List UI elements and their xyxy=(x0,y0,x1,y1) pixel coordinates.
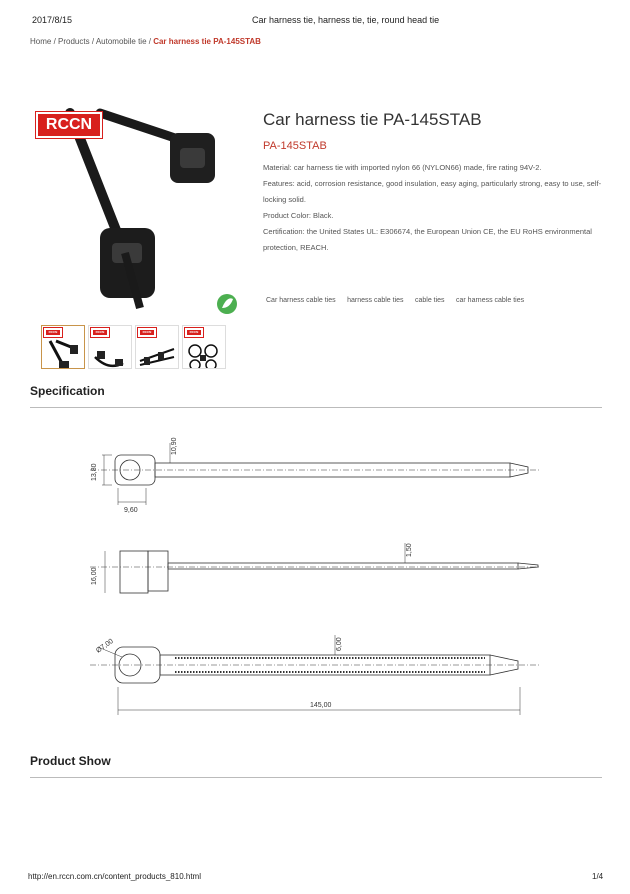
dim-label: 9,60 xyxy=(124,507,138,514)
tag-link[interactable]: car harness cable ties xyxy=(456,297,525,304)
product-title: Car harness tie PA-145STAB xyxy=(263,110,482,129)
breadcrumb-sep: / xyxy=(89,37,96,46)
product-show-heading: Product Show xyxy=(30,754,111,768)
dim-label: 145,00 xyxy=(310,702,332,709)
product-thumb-4[interactable]: RCCN xyxy=(182,325,226,369)
tag-link[interactable]: cable ties xyxy=(414,297,445,304)
dim-label: 10,90 xyxy=(171,437,178,455)
product-model: PA-145STAB xyxy=(263,140,327,152)
tag-link[interactable]: harness cable ties xyxy=(347,297,404,304)
breadcrumb-sep: / xyxy=(51,37,59,46)
certification-text: Certification: the United States UL: E306674, the European Union CE, the EU RoHS environmental protection, REACH. xyxy=(263,227,592,252)
product-thumb-1[interactable]: RCCN xyxy=(41,325,85,369)
page-number: 1/4 xyxy=(592,872,604,881)
material-text: Material: car harness tie with imported nylon 66 (NYLON66) made, fire rating 94V-2. xyxy=(263,163,542,172)
dim-label: Ø7,00 xyxy=(95,637,115,655)
print-date: 2017/8/15 xyxy=(32,15,73,25)
breadcrumb xyxy=(30,37,261,46)
product-thumb-2[interactable]: RCCN xyxy=(88,325,132,369)
dim-label: 1,50 xyxy=(406,543,413,557)
technical-drawing xyxy=(80,425,550,725)
breadcrumb-sep: / xyxy=(146,37,154,46)
dim-label: 13,80 xyxy=(91,463,98,481)
breadcrumb-home[interactable]: Home xyxy=(30,37,52,46)
features-text: Features: acid, corrosion resistance, good insulation, easy aging, particularly strong, easy to use, self-locking solid. xyxy=(263,179,602,204)
rccn-logo: RCCN xyxy=(36,112,102,138)
breadcrumb-current: Car harness tie PA-145STAB xyxy=(153,37,261,46)
product-description xyxy=(263,160,603,256)
page-url: http://en.rccn.com.cn/content_products_810.html xyxy=(28,872,201,881)
breadcrumb-products[interactable]: Products xyxy=(58,37,90,46)
specification-heading: Specification xyxy=(30,384,105,398)
print-page-title: Car harness tie, harness tie, tie, round head tie xyxy=(252,15,440,25)
color-text: Product Color: Black. xyxy=(263,211,334,220)
breadcrumb-category[interactable]: Automobile tie xyxy=(95,37,147,46)
dim-label: 6,00 xyxy=(336,637,343,651)
section-divider xyxy=(30,407,602,408)
dim-label: 16,00 xyxy=(91,567,98,585)
product-thumb-3[interactable]: RCCN xyxy=(135,325,179,369)
section-divider xyxy=(30,777,602,778)
tag-link[interactable]: Car harness cable ties xyxy=(266,297,336,304)
product-tags xyxy=(266,289,531,307)
